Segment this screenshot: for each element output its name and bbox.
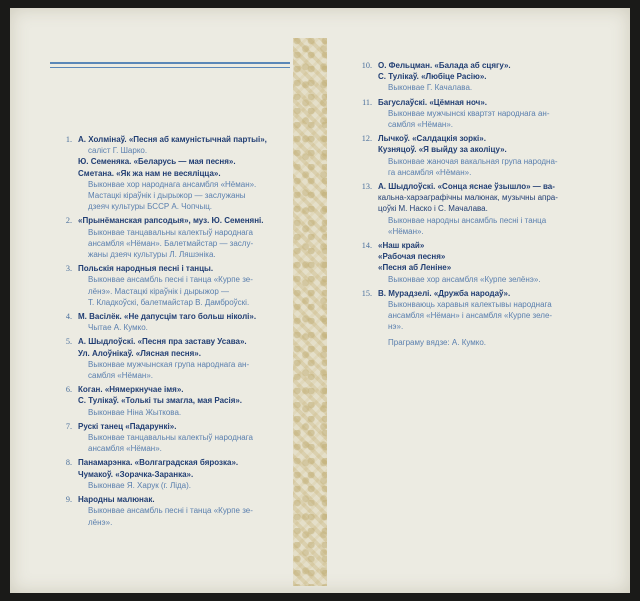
program-item bbox=[50, 134, 298, 212]
item-number: 5. bbox=[65, 337, 72, 347]
item-number: 15. bbox=[361, 288, 372, 298]
performer-line: Мастацкі кіраўнік і дырыжор — заслужаны bbox=[88, 191, 246, 201]
title-line: «Песня аб Леніне» bbox=[378, 263, 452, 273]
item-number: 14. bbox=[361, 241, 372, 251]
program-item bbox=[50, 311, 298, 333]
performer-line: самбля «Нёман». bbox=[388, 120, 454, 130]
performer-line: лёнэ». Мастацкі кіраўнік і дырыжор — bbox=[88, 286, 230, 296]
performer-line: Выконвае танцавальны калектыў народнага bbox=[88, 433, 253, 443]
program-item bbox=[350, 60, 610, 94]
item-number: 3. bbox=[65, 264, 72, 274]
performer-line: Выконвае народны ансамбль песні і танца bbox=[388, 215, 547, 225]
top-double-rule bbox=[50, 62, 290, 68]
performer-line: ансамбля «Нёман» і ансамбля «Курпе зеле- bbox=[388, 311, 553, 321]
title-line: Панамарэнка. «Волгаградская бярозка». bbox=[78, 458, 239, 468]
performer-line: Чытае А. Кумко. bbox=[88, 323, 148, 333]
performer-line: Выконвае ансамбль песні і танца «Курпе зе- bbox=[88, 275, 253, 285]
program-item bbox=[350, 133, 610, 178]
title-line: Багуслаўскі. «Цёмная ноч». bbox=[378, 97, 487, 107]
item-number: 4. bbox=[65, 312, 72, 322]
performer-line: дзеяч культуры БССР А. Чопчыц. bbox=[88, 202, 213, 212]
title-line: А. Шыдлоўскі. «Песня пра заставу Усава». bbox=[78, 337, 247, 347]
performer-line: Выконвае хор ансамбля «Курпе зелёнэ». bbox=[388, 274, 541, 284]
item-number: 1. bbox=[65, 135, 72, 144]
item-number: 10. bbox=[361, 61, 372, 70]
title-line: кальна-харэаграфічны малюнак, музычны апра- bbox=[378, 193, 558, 203]
title-line: Кузняцоў. «Я выйду за аколіцу». bbox=[378, 145, 507, 155]
performer-line: нэ». bbox=[388, 322, 404, 332]
title-line: Чумакоў. «Зорачка-Заранка». bbox=[78, 469, 194, 479]
title-line: В. Мурадзелі. «Дружба народаў». bbox=[378, 288, 511, 298]
program-item bbox=[350, 240, 610, 285]
item-number: 12. bbox=[361, 134, 372, 144]
performer-line: Выконвае ансамбль песні і танца «Курпе зе- bbox=[88, 506, 253, 516]
item-number: 13. bbox=[361, 182, 372, 192]
title-line: О. Фельцман. «Балада аб сцягу». bbox=[378, 61, 511, 70]
title-line: С. Тулікаў. «Любіце Расію». bbox=[378, 72, 487, 82]
center-fold-ornament bbox=[293, 38, 327, 586]
performer-line: саліст Г. Шарко. bbox=[88, 146, 148, 156]
item-number: 7. bbox=[65, 421, 72, 431]
performer-line: лёнэ». bbox=[88, 517, 113, 527]
program-item bbox=[50, 494, 298, 528]
item-number: 6. bbox=[65, 385, 72, 395]
program-item bbox=[50, 336, 298, 381]
program-left-column bbox=[50, 134, 298, 531]
performer-line: Выконвае жаночая вакальная група народна- bbox=[388, 156, 558, 166]
title-line: цоўкі М. Наско і С. Мачалава. bbox=[378, 204, 488, 214]
performer-line: Выконвае Г. Качалава. bbox=[388, 83, 473, 93]
item-number: 9. bbox=[65, 495, 72, 505]
performer-line: Выконвае хор народнага ансамбля «Нёман». bbox=[88, 179, 257, 189]
title-line: Коган. «Нямеркнучае імя». bbox=[78, 385, 184, 395]
title-line: Лычкоў. «Салдацкія зоркі». bbox=[378, 134, 486, 144]
performer-line: Выконвае Я. Харук (г. Ліда). bbox=[88, 480, 191, 490]
title-line: Народны малюнак. bbox=[78, 495, 155, 505]
program-item bbox=[50, 384, 298, 418]
program-item bbox=[50, 457, 298, 491]
performer-line: га ансамбля «Нёман». bbox=[388, 167, 472, 177]
program-item bbox=[50, 263, 298, 308]
performer-line: «Нёман». bbox=[388, 226, 424, 236]
title-line: Ю. Семеняка. «Беларусь — мая песня». bbox=[78, 157, 236, 167]
program-item bbox=[350, 181, 610, 237]
title-line: А. Шыдлоўскі. «Сонца яснае ўзышло» — ва- bbox=[378, 182, 555, 192]
title-line: «Наш край» bbox=[378, 241, 425, 251]
title-line: С. Тулікаў. «Толькі ты змагла, мая Расія». bbox=[78, 396, 243, 406]
program-item bbox=[350, 97, 610, 131]
host-credit: Праграму вядзе: А. Кумко. bbox=[388, 337, 487, 347]
title-line: Рускі танец «Падарункі». bbox=[78, 421, 177, 431]
title-line: Ул. Алоўнікаў. «Лясная песня». bbox=[78, 348, 201, 358]
performer-line: жаны дзеяч культуры Л. Ляшэніка. bbox=[88, 250, 216, 260]
item-number: 8. bbox=[65, 458, 72, 468]
title-line: А. Холмінаў. «Песня аб камуністычнай партыі», bbox=[78, 135, 267, 144]
title-line: Сметана. «Як жа нам не весяліцца». bbox=[78, 168, 221, 178]
performer-line: самбля «Нёман». bbox=[88, 371, 154, 381]
performer-line: Т. Кладкоўскі, балетмайстар В. Дамброўскі. bbox=[88, 297, 250, 307]
program-sheet bbox=[10, 8, 630, 593]
performer-line: Выконваюць харавыя калектывы народнага bbox=[388, 300, 552, 310]
program-item bbox=[350, 288, 610, 333]
performer-line: Выконвае танцавальны калектыў народнага bbox=[88, 227, 253, 237]
item-number: 11. bbox=[362, 97, 372, 107]
title-line: «Прынёманская рапсодыя», муз. Ю. Семеняні. bbox=[78, 216, 264, 226]
program-right-column bbox=[350, 60, 610, 348]
performer-line: Выконвае мужчынская група народнага ан- bbox=[88, 359, 250, 369]
title-line: Польскія народныя песні і танцы. bbox=[78, 264, 214, 274]
title-line: «Рабочая песня» bbox=[378, 252, 446, 262]
item-number: 2. bbox=[65, 216, 72, 226]
program-item bbox=[50, 215, 298, 260]
performer-line: Выконвае Ніна Жыткова. bbox=[88, 407, 182, 417]
performer-line: ансамбля «Нёман». Балетмайстар — заслу- bbox=[88, 238, 254, 248]
program-item bbox=[50, 421, 298, 455]
performer-line: Выконвае мужчынскі квартэт народнага ан- bbox=[388, 108, 550, 118]
title-line: М. Васілёк. «Не дапусцім таго больш ніколі». bbox=[78, 312, 257, 322]
performer-line: ансамбля «Нёман». bbox=[88, 444, 162, 454]
